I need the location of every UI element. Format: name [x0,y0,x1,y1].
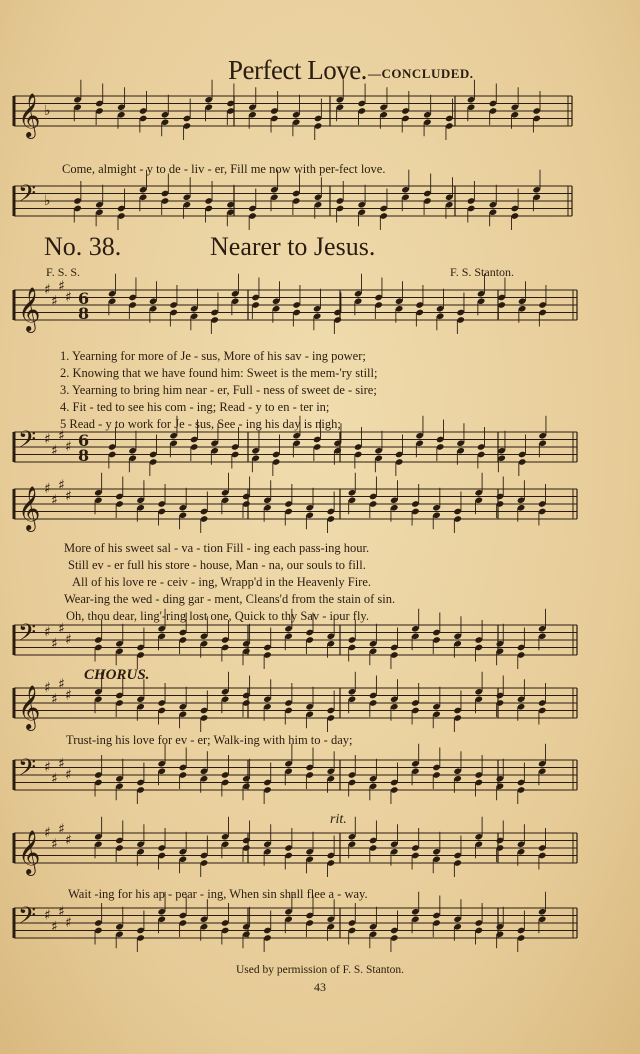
svg-text:♯: ♯ [51,918,58,935]
svg-text:♯: ♯ [44,282,51,298]
svg-text:𝄞: 𝄞 [18,486,41,530]
chorus-lyric-line-2: Wait -ing for his ap - pear - ing, When sin shall flee a - way. [68,887,368,901]
svg-text:𝄢: 𝄢 [18,425,37,459]
svg-text:♯: ♯ [51,635,58,652]
hymn-title: Nearer to Jesus. [210,232,376,261]
svg-text:𝄢: 𝄢 [18,901,37,935]
treble-staff [0,823,640,873]
words-credit: F. S. S. [46,265,81,279]
verse-line-1: 1. Yearning for more of Je - sus, More of his sav - ing power; [60,349,366,363]
svg-text:♯: ♯ [44,825,51,841]
svg-text:♯: ♯ [58,755,65,772]
svg-text:♯: ♯ [44,907,51,924]
chorus-lyric-line-1: Trust-ing his love for ev - er; Walk-ing with him to - day; [66,733,353,747]
svg-text:6: 6 [78,289,90,308]
svg-text:𝄢: 𝄢 [18,753,37,787]
svg-text:♯: ♯ [51,293,58,310]
svg-text:♯: ♯ [44,759,51,776]
svg-text:♯: ♯ [65,915,72,931]
svg-text:♯: ♯ [44,624,51,641]
svg-text:♯: ♯ [58,620,65,637]
bass-staff [0,750,640,800]
verse-line-3: All of his love re - ceiv - ing, Wrapp'd in the Heavenly Fire. [72,575,372,589]
lyric-line: Come, almight - y to de - liv - er, Fill me now with per-fect love. [62,162,386,176]
svg-text:𝄞: 𝄞 [18,287,41,331]
svg-text:𝄢: 𝄢 [18,179,37,213]
permission-note: Used by permission of F. S. Stanton. [235,964,405,976]
svg-text:♯: ♯ [58,427,65,444]
bass-staff [0,615,640,665]
svg-text:6: 6 [78,431,90,450]
svg-text:♯: ♯ [65,488,72,505]
svg-text:♯: ♯ [65,289,72,306]
page-number: 43 [314,980,326,994]
svg-text:♯: ♯ [51,836,58,853]
svg-text:♯: ♯ [51,492,58,509]
svg-text:♯: ♯ [58,676,65,693]
svg-text:♯: ♯ [65,767,72,783]
ritardando-mark: rit. [330,812,347,827]
bass-staff [0,422,640,472]
bass-staff [0,176,640,226]
verse-line-2: 2. Knowing that we have found him: Sweet is the mem-'ry still; [60,366,378,380]
verse-line-4: Wear-ing the wed - ding gar - ment, Cleans'd from the stain of sin. [64,592,396,606]
svg-text:♯: ♯ [51,691,58,708]
svg-text:8: 8 [78,304,90,323]
verse-line-3: 3. Yearning to bring him near - er, Full - ness of sweet de - sire; [60,383,377,397]
svg-text:♯: ♯ [65,632,72,648]
verse-line-4: 4. Fit - ted to see his com - ing; Read - y to en - ter in; [60,400,330,414]
svg-text:♯: ♯ [44,481,51,497]
svg-text:♭: ♭ [44,193,51,209]
treble-staff [0,280,640,330]
chorus-label: CHORUS. [84,667,150,683]
svg-text:♯: ♯ [65,832,72,849]
svg-text:♯: ♯ [58,278,65,295]
concluded-label: —CONCLUDED. [368,66,474,81]
verse-line-2: Still ev - er full his store - house, Man - na, our souls to fill. [68,558,366,572]
treble-staff [0,678,640,728]
continued-hymn-title: Perfect Love. [228,55,367,85]
svg-text:♯: ♯ [44,680,51,696]
music-credit: F. S. Stanton. [450,265,515,279]
svg-text:𝄢: 𝄢 [18,618,37,652]
svg-text:♯: ♯ [58,477,65,494]
svg-text:𝄞: 𝄞 [18,685,41,729]
svg-text:♯: ♯ [51,442,58,459]
bass-staff [0,898,640,948]
treble-staff [0,86,640,136]
hymn-number: No. 38. [44,232,122,261]
treble-staff [0,479,640,529]
svg-text:♯: ♯ [51,770,58,787]
svg-text:♯: ♯ [65,687,72,704]
svg-text:♯: ♯ [58,821,65,838]
svg-text:♭: ♭ [44,103,51,119]
verse-line-5: Oh, thou dear, ling'-ring lost one, Quick to thy Sav - iour fly. [66,609,369,623]
verse-line-1: More of his sweet sal - va - tion Fill - ing each pass-ing hour. [64,541,370,555]
verse-line-5: 5 Read - y to work for Je - sus, See - ing his day is nigh; [60,417,341,431]
svg-text:8: 8 [78,446,90,465]
svg-text:♯: ♯ [44,431,51,448]
svg-text:𝄞: 𝄞 [18,830,41,874]
svg-text:♯: ♯ [65,439,72,455]
svg-text:𝄞: 𝄞 [18,93,41,137]
svg-text:♯: ♯ [58,903,65,920]
